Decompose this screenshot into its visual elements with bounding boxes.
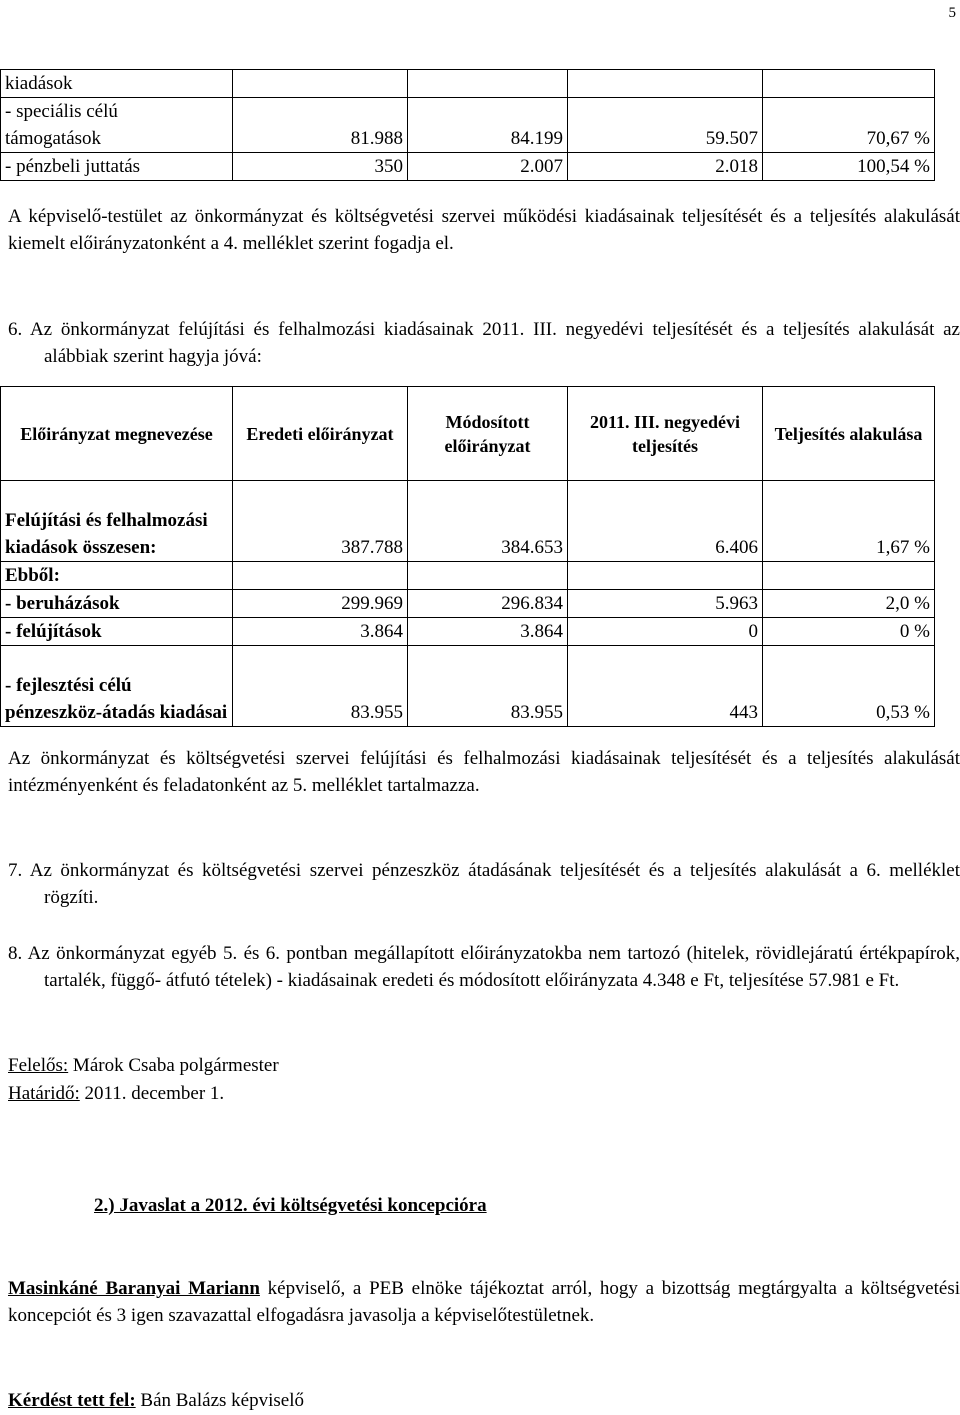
deadline-label: Határidő: (8, 1083, 80, 1104)
paragraph-point-6: 6. Az önkormányzat felújítási és felhalmozási kiadásainak 2011. III. negyedévi teljesítését és a teljesítés alakulását az alábbiak szerint hagyja jóvá: (8, 319, 960, 367)
cell-modified: 2.007 (408, 153, 568, 181)
cell-percent (763, 562, 935, 590)
header-percent: Teljesítés alakulása (763, 387, 935, 481)
paragraph-point-7: 7. Az önkormányzat és költségvetési szervei pénzeszköz átadásának teljesítését és a teljesítés alakulását a 6. melléklet rögzíti. (8, 860, 960, 908)
cell-original (233, 70, 408, 98)
table-row (1, 618, 935, 646)
cell-actual: 6.406 (568, 481, 763, 562)
cell-actual: 59.507 (568, 98, 763, 153)
table-row (1, 590, 935, 618)
question-line (8, 1387, 960, 1414)
row-label: - speciális célú támogatások (1, 98, 233, 153)
paragraph-annex-5: Az önkormányzat és költségvetési szervei felújítási és felhalmozási kiadásainak teljesítését és a teljesítés alakulását intézményenként és feladatonként az 5. melléklet tartalmazza. (8, 748, 960, 796)
table-row (1, 153, 935, 181)
committee-text: képviselő, a PEB elnöke tájékoztat arról, hogy a bizottság megtárgyalta a költségvetési koncepciót és 3 igen szavazattal elfogadásra javasolja a képviselőtestületnek. (8, 1278, 960, 1326)
header-modified: Módosított előirányzat (408, 387, 568, 481)
cell-original: 83.955 (233, 646, 408, 727)
row-label: - fejlesztési célú pénzeszköz-átadás kiadásai (1, 646, 233, 727)
cell-original: 387.788 (233, 481, 408, 562)
cell-actual: 0 (568, 618, 763, 646)
cell-percent: 0,53 % (763, 646, 935, 727)
question-label: Kérdést tett fel: (8, 1390, 136, 1411)
cell-actual: 2.018 (568, 153, 763, 181)
paragraph-operating-expenses: A képviselő-testület az önkormányzat és költségvetési szervei működési kiadásainak teljesítését és a teljesítés alakulását kiemelt előirányzatonként a 4. melléklet szerint fogadja el. (8, 206, 960, 254)
cell-modified: 84.199 (408, 98, 568, 153)
table-row (1, 646, 935, 727)
responsible-line (8, 1052, 960, 1079)
row-label: Ebből: (1, 562, 233, 590)
capital-expenditure-table (0, 386, 935, 727)
cell-modified: 384.653 (408, 481, 568, 562)
cell-modified (408, 562, 568, 590)
table-header-row (1, 387, 935, 481)
row-label: - felújítások (1, 618, 233, 646)
cell-original: 81.988 (233, 98, 408, 153)
cell-actual: 5.963 (568, 590, 763, 618)
row-label: kiadások (1, 70, 233, 98)
responsible-value: Márok Csaba polgármester (68, 1055, 279, 1076)
section-title-text: 2.) Javaslat a 2012. évi költségvetési koncepcióra (94, 1195, 487, 1216)
table-row (1, 562, 935, 590)
deadline-value: 2011. december 1. (79, 1083, 225, 1104)
cell-percent: 2,0 % (763, 590, 935, 618)
cell-actual (568, 562, 763, 590)
cell-modified: 296.834 (408, 590, 568, 618)
speaker-name: Masinkáné Baranyai Mariann (8, 1278, 260, 1299)
cell-modified (408, 70, 568, 98)
expenditure-table-continued (0, 69, 935, 181)
cell-original: 299.969 (233, 590, 408, 618)
paragraph-committee (8, 1275, 960, 1329)
table-row (1, 481, 935, 562)
table-row (1, 70, 935, 98)
row-label: - beruházások (1, 590, 233, 618)
table-row (1, 98, 935, 153)
section-title (94, 1192, 894, 1219)
cell-original: 3.864 (233, 618, 408, 646)
deadline-line (8, 1080, 960, 1107)
page-number: 5 (948, 5, 956, 21)
header-original: Eredeti előirányzat (233, 387, 408, 481)
paragraph-point-8: 8. Az önkormányzat egyéb 5. és 6. pontban megállapított előirányzatokba nem tartozó (hitelek, rövidlejáratú értékpapírok, tartalék, függő- átfutó tételek) - kiadásainak eredeti és módosított előirányzata 4.348 e Ft, teljesítése 57.981 e Ft. (8, 943, 960, 991)
question-value: Bán Balázs képviselő (135, 1390, 304, 1411)
cell-percent: 1,67 % (763, 481, 935, 562)
cell-percent: 0 % (763, 618, 935, 646)
header-actual: 2011. III. negyedévi teljesítés (568, 387, 763, 481)
cell-actual: 443 (568, 646, 763, 727)
cell-original: 350 (233, 153, 408, 181)
cell-percent: 100,54 % (763, 153, 935, 181)
cell-original (233, 562, 408, 590)
cell-percent (763, 70, 935, 98)
header-name: Előirányzat megnevezése (1, 387, 233, 481)
cell-modified: 3.864 (408, 618, 568, 646)
cell-actual (568, 70, 763, 98)
row-label: - pénzbeli juttatás (1, 153, 233, 181)
cell-percent: 70,67 % (763, 98, 935, 153)
responsible-label: Felelős: (8, 1055, 69, 1076)
row-label: Felújítási és felhalmozási kiadások összesen: (1, 481, 233, 562)
cell-modified: 83.955 (408, 646, 568, 727)
